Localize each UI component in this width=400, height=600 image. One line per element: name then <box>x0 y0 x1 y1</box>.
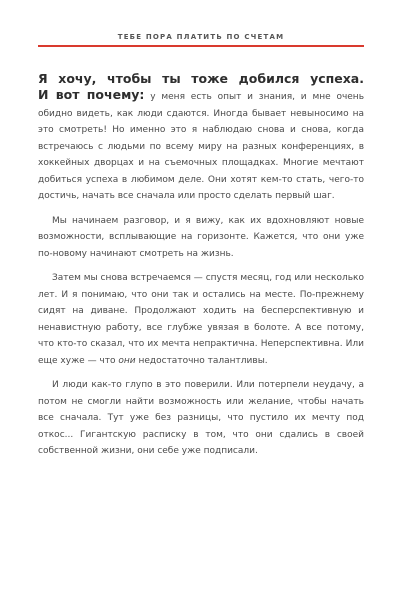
paragraph-1 <box>38 87 364 205</box>
paragraph-gap <box>38 262 364 270</box>
paragraph-3-text-a: Затем мы снова встречаемся — спустя месяц, год или несколько лет. И я понимаю, что они так и остались на месте. По-прежнему сидят на диване. Продолжают ходить на бесперспективную и ненавистную работу, все глубже увязая в болоте. А все потому, что кто-то сказал, что их мечта непрактична. Неперспективна. Или еще хуже — что <box>38 273 364 366</box>
paragraph-3-italic: они <box>118 355 136 366</box>
paragraph-4: И люди как-то глупо в это поверили. Или потерпели неудачу, а потом не смогли найти возможность или желание, чтобы начать все сначала. Тут уже без разницы, что пустило их мечту под откос... Гигантскую расписку в том, что они сдались в своей собственной жизни, они себе уже подписали. <box>38 380 364 456</box>
paragraph-2: Мы начинаем разговор, и я вижу, как их вдохновляют новые возможности, всплывающие на горизонте. Кажется, что они уже по-новому начинают смотреть на жизнь. <box>38 215 364 259</box>
body-text <box>38 70 364 460</box>
lead-heading: Я хочу, чтобы ты тоже добился успеха. <box>38 71 364 86</box>
paragraph-3-text-b: недостаточно талантливы. <box>135 355 268 366</box>
paragraph-3 <box>38 270 364 369</box>
paragraph-gap <box>38 369 364 377</box>
paragraph-gap <box>38 205 364 213</box>
header-rule <box>38 45 364 47</box>
running-header: ТЕБЕ ПОРА ПЛАТИТЬ ПО СЧЕТАМ <box>117 33 285 41</box>
lead-bold-phrase: И вот почему: <box>38 87 145 102</box>
paragraph-1-text: у меня есть опыт и знания, и мне очень обидно видеть, как люди сдаются. Иногда бывает невыносимо на это смотреть! Но именно это я наблюдаю снова и снова, когда встречаюсь с людьми по всему миру на разных конференциях, в хоккейных дворцах и на съемочных площадках. Многие мечтают добиться успеха в любимом деле. Они хотят кем-то стать, чего-то достичь, начать все сначала или просто сделать первый шаг. <box>38 92 364 201</box>
